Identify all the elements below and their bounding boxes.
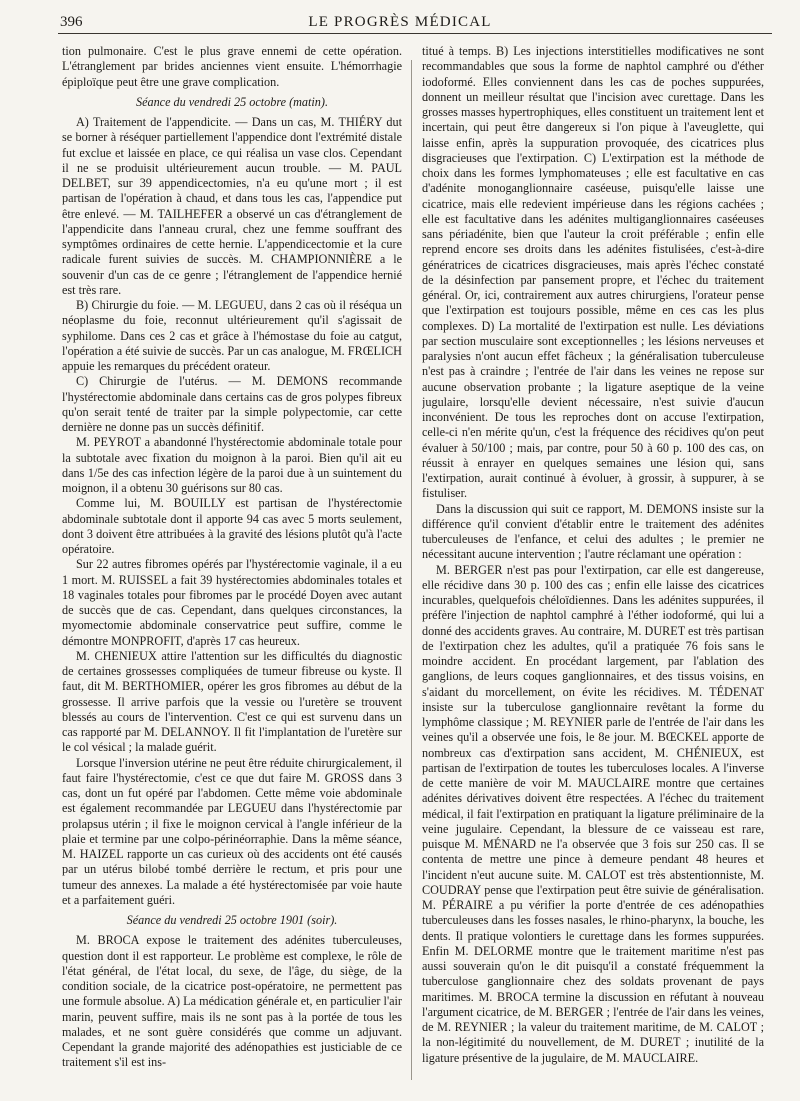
- page-number: 396: [60, 14, 83, 30]
- paragraph: Dans la discussion qui suit ce rapport, M. DEMONS insiste sur la différence qu'il convient d'établir entre le traitement des adénites tuberculeuses de l'enfance, et celui des adultes ; le premier ne nécessitant aucune intervention ; l'autre réclamant une opération :: [422, 501, 764, 562]
- paragraph: M. CHENIEUX attire l'attention sur les difficultés du diagnostic de certaines grossesses compliquées de tumeur fibreuse ou kyste. Il faut, dit M. BERTHOMIER, opérer les gros fibromes au début de la grossesse. Il arrive parfois que la vessie ou l'uretère se trouvent blessés au cours de l'intervention. C'est ce qui est survenu dans un cas rapporté par M. DELANNOY. Il fit l'implantation de l'uretère sur le col vésical ; la malade guérit.: [62, 648, 402, 755]
- paragraph: Comme lui, M. BOUILLY est partisan de l'hystérectomie abdominale subtotale dont il apporte 94 cas avec 5 morts seulement, dont 3 doivent être attribuées à la gravité des lésions plutôt qu'à l'acte opératoire.: [62, 496, 402, 556]
- session-heading: Séance du vendredi 25 octobre (matin).: [135, 94, 328, 109]
- paragraph: C) Chirurgie de l'utérus. — M. DEMONS recommande l'hystérectomie abdominale dans certains cas de gros polypes fibreux qu'on serait tenté de traiter par la simple polypectomie, car cette dernière ne donne pas un succès définitif.: [62, 374, 402, 434]
- session-heading: Séance du vendredi 25 octobre 1901 (soir).: [126, 913, 338, 927]
- right-column: [422, 44, 764, 1094]
- paragraph: Lorsque l'inversion utérine ne peut être réduite chirurgicalement, il faut faire l'hystérectomie, c'est ce que dut faire M. GROSS dans 3 cas, dont un fut opéré par l'abdomen. Cette même voie abdominale est également recommandée par LEGUEU dans l'hystérectomie par prolapsus utérin ; il fixe le moignon cervical à l'angle inférieur de la plaie et termine par une colpo-périnéorraphie. Dans la même séance, M. HAIZEL rapporte un cas curieux où des accidents ont été causés par un utérus bilobé tombé derrière le rectum, et pris pour une tumeur des annexes. La malade a été hystérectomisée par voie haute et a parfaitement guéri.: [62, 755, 402, 907]
- paragraph: M. BERGER n'est pas pour l'extirpation, car elle est dangereuse, elle récidive dans 30 p. 100 des cas ; enfin elle laisse des cicatrices incurables, quelquefois chéloïdiennes. Dans les adénites suppurées, il préfère l'injection de naphtol camphré à l'éther iodoformé, qui lui a donné des accidents graves. Au contraire, M. DURET est très partisan de l'extirpation chez les adultes, qu'il a pratiquée 76 fois sans le moindre accident. En procédant largement, par l'ablation des ganglions, de leurs coques ganglionnaires, et des tissus voisins, en s'aidant du morcellement, on évite les récidives. M. TÉDENAT insiste sur la tuberculose ganglionnaire revêtant la forme du lymphôme classique ; M. REYNIER parle de l'entrée de l'air dans les veines qu'il a observée une fois, le 8e jour. M. BŒCKEL apporte de nombreux cas d'extirpation sans accident, M. CHÉNIEUX, est partisan de l'extirpation de toutes les tuberculoses locales. A l'inverse de cette manière de voir M. MAUCLAIRE montre que certaines adénites dérivatives doivent être respectées. A l'échec du traitement médical, il fait l'extirpation en pratiquant la ligature préliminaire de la veine jugulaire. Cependant, la blessure de ce vaisseau est rare, puisque M. MÉNARD ne l'a observée que 3 fois sur 250 cas. Il se contenta de mettre une pince à demeure pendant 48 heures et l'incident n'eut aucune suite. M. CALOT est très abstentionniste, M. COUDRAY pense que l'extirpation peut être suivie de généralisation. M. PÉRAIRE a pu vérifier la porte d'entrée de ces adénopathies tuberculeuses dans les fosses nasales, le rhino-pharynx, la bouche, les dents. Il pratique volontiers le curettage dans les formes suppurées. Enfin M. DELORME montre que le traitement maritime n'est pas aussi souverain qu'on le dit puisqu'il a constaté fréquemment la tuberculose ganglionnaire chez des soldats provenant de pays maritimes. M. BROCA termine la discussion en réfutant à nouveau l'argument cicatrice, de M. BERGER ; l'entrée de l'air dans les veines, de M. REYNIER ; la valeur du traitement maritime, de M. CALOT ; la non-légitimité du nouvellement, de M. DURET ; inutilité de la ligature présentive de la jugulaire, de M. MAUCLAIRE.: [422, 562, 764, 1065]
- left-column: [62, 44, 402, 1094]
- column-divider: [411, 60, 412, 1080]
- paragraph: M. BROCA expose le traitement des adénites tuberculeuses, question dont il est rapporteur. Le problème est complexe, le rôle de l'état général, de l'état local, du sexe, de l'âge, du siège, de la condition sociale, de la cicatrice post-opératoire, ne permettent pas une formule absolue. A) La médication générale et, en particulier l'air marin, peuvent suffire, mais ils ne sont pas à la portée de tous les malades, et ne sont guère considérés que comme un adjuvant. Cependant la grande majorité des adénopathies est justiciable de ce traitement s'il est ins-: [62, 933, 402, 1070]
- paragraph: titué à temps. B) Les injections interstitielles modificatives ne sont recommandables que sous la forme de naphtol camphré ou d'éther iodoformé. Elles conviennent dans les cas de poches suppurées, donnent un meilleur résultat que l'incision avec curettage. Dans les grosses masses hypertrophiques, elles constituent un traitement lent et incertain, qui peut être dangereux si l'on pique à l'aveuglette, qui laisse enfin, après la suppuration provoquée, des cicatrices plus disgracieuses que l'extirpation. C) L'extirpation est la méthode de choix dans les formes lymphomateuses ; elle est facultative en cas d'adénite monoganglionnaire caséeuse, puisqu'elle laisse une cicatrice, mais elle redevient impérieuse dans les régions cachées ; elle est facultative dans les adénites multiganglionnaires caséeuses sans périadénite, bien que l'auteur la croit préférable ; enfin elle reprend encore ses droits dans les adénites fistulisées, c'est-à-dire génératrices de cicatrices disgracieuses, mais après l'échec constaté de la désinfection par pansement propre, et l'échec du traitement général. Or, ici, contrairement aux autres chirurgiens, l'orateur pense que l'extirpation est toujours possible, même en ces cas les plus complexes. D) La mortalité de l'extirpation est nulle. Les déviations par section musculaire sont exceptionnelles ; les lésions nerveuses et paralysies n'ont aucun effet fâcheux ; la généralisation tuberculeuse n'est pas à craindre ; l'entrée de l'air dans les veines ne repose sur aucune observation probante ; la ligature aseptique de la veine jugulaire, lorsqu'elle devient nécessaire, n'est suivie d'aucun inconvénient. De tous les reproches dont on accuse l'extirpation, celle-ci n'en mérite qu'un, c'est la fréquence des récidives qu'on peut évaluer à 50/100 ; mais, par contre, pour 50 à 60 p. 100 des cas, on réussit à enrayer en quelques semaines une lésion qui, sans l'extirpation, aurait continué à évoluer, à grossir, à suppurer, à se fistuliser.: [422, 44, 764, 501]
- paragraph: Sur 22 autres fibromes opérés par l'hystérectomie vaginale, il a eu 1 mort. M. RUISSEL a fait 39 hystérectomies abdominales totales et 18 vaginales totales pour fibromes par le procédé Doyen avec autant de succès que de cas. Cependant, dans quelques circonstances, la myomectomie abdominale conservatrice peut suffire, comme le démontre MONPROFIT, d'après 17 cas heureux.: [62, 557, 402, 648]
- paragraph: B) Chirurgie du foie. — M. LEGUEU, dans 2 cas où il réséqua un néoplasme du foie, reconnut ultérieurement qu'il s'agissait de syphilome. Dans ces 2 cas et grâce à l'hémostase du foie au catgut, l'opération a été suivie de succès. Par un cas analogue, M. FRŒLICH appuie les remarques du précédent orateur.: [62, 298, 402, 373]
- journal-title: LE PROGRÈS MÉDICAL: [308, 14, 492, 30]
- paragraph: A) Traitement de l'appendicite. — Dans un cas, M. THIÉRY dut se borner à réséquer partiellement l'appendice dont l'extrémité distale fut exclue et laissée en place, ce qui réalisa un vase clos. Cependant il ne se produisit ultérieurement aucun trouble. — M. PAUL DELBET, sur 39 appendicectomies, n'a eu qu'une mort ; il est partisan de l'opération à chaud, et dans tous les cas, l'appendice put être enlevé. — M. TAILHEFER a observé un cas d'étranglement de l'appendicite dans l'anneau crural, chez une femme souffrant des symptômes ordinaires de cette hernie. L'appendicectomie et la cure radicale furent suivies de succès. M. CHAMPIONNIÈRE a le souvenir d'un cas de ce genre ; l'étranglement de l'appendice hernié est très rare.: [62, 115, 402, 297]
- header-rule: [58, 33, 772, 34]
- paragraph: tion pulmonaire. C'est le plus grave ennemi de cette opération. L'étranglement par brides anciennes vient ensuite. L'hémorrhagie épiploïque peut être une grave complication.: [62, 44, 402, 89]
- paragraph: M. PEYROT a abandonné l'hystérectomie abdominale totale pour la subtotale avec fixation du moignon à la paroi. Bien qu'il ait eu dans 1/5e des cas infection légère de la paroi due à un suintement du moignon, il a obtenu 30 guérisons sur 80 cas.: [62, 435, 402, 495]
